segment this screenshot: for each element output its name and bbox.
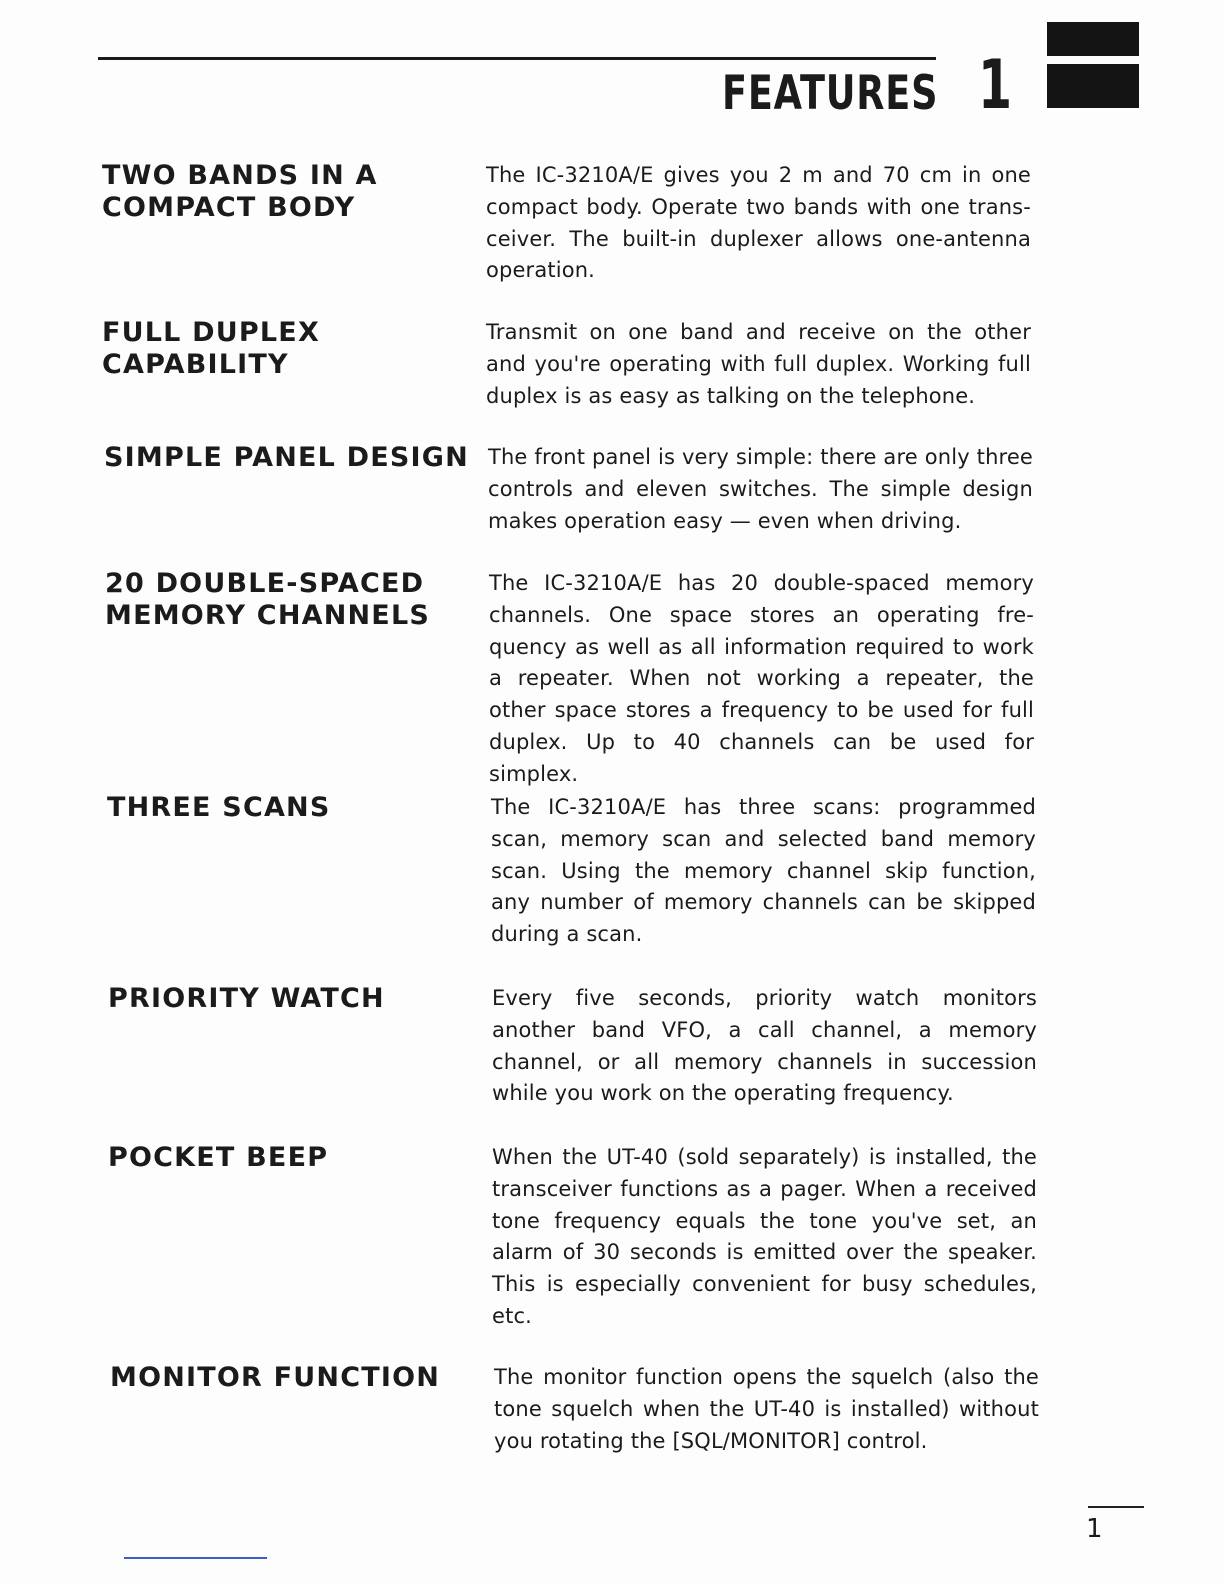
feature-heading: 20 DOUBLE-SPACED MEMORY CHANNELS (105, 568, 430, 631)
feature-description: The IC-3210A/E has 20 double-spaced memory channels. One space stores an operating fre-quency as well as all information required to work a repeater. When not working a repeater, the other space stores a frequency to be used for full duplex. Up to 40 channels can be used for simplex. (489, 571, 1034, 786)
feature-heading: POCKET BEEP (108, 1142, 329, 1173)
feature-heading: TWO BANDS IN A COMPACT BODY (102, 160, 378, 223)
footer-rule (1088, 1506, 1144, 1508)
feature-heading: PRIORITY WATCH (108, 983, 385, 1014)
feature-heading: MONITOR FUNCTION (110, 1362, 441, 1393)
scan-edge-mark (124, 1557, 267, 1559)
feature-description: The IC-3210A/E has three scans: programmed scan, memory scan and selected band memory scan. Using the memory channel skip function, any number of memory channels can be skipped during a scan. (491, 795, 1036, 947)
page-title: FEATURES (722, 66, 939, 121)
feature-heading: FULL DUPLEX CAPABILITY (102, 317, 320, 380)
feature-heading: SIMPLE PANEL DESIGN (104, 442, 469, 473)
feature-description: The IC-3210A/E gives you 2 m and 70 cm in one compact body. Operate two bands with one trans-ceiver. The built-in duplexer allows one-antenna operation. (486, 163, 1031, 283)
feature-description: Transmit on one band and receive on the other and you're operating with full duplex. Working full duplex is as easy as talking on the telephone. (486, 320, 1031, 408)
feature-description: When the UT-40 (sold separately) is installed, the transceiver functions as a pager. When a received tone frequency equals the tone you've set, an alarm of 30 seconds is emitted over the speaker. This is especially convenient for busy schedules, etc. (492, 1145, 1037, 1328)
header-rule (98, 57, 936, 60)
chapter-number: 1 (978, 46, 1013, 125)
chapter-tab-block-lower (1047, 64, 1139, 108)
feature-heading: THREE SCANS (107, 792, 331, 823)
feature-description: The front panel is very simple: there are only three controls and eleven switches. The simple design makes operation easy — even when driving. (488, 445, 1033, 533)
chapter-tab-block-upper (1047, 22, 1139, 56)
page-number: 1 (1086, 1514, 1103, 1544)
feature-description: The monitor function opens the squelch (also the tone squelch when the UT-40 is installed) without you rotating the [SQL/MONITOR] control. (494, 1365, 1039, 1453)
feature-description: Every five seconds, priority watch monitors another band VFO, a call channel, a memory channel, or all memory channels in succession while you work on the operating frequency. (492, 986, 1037, 1106)
